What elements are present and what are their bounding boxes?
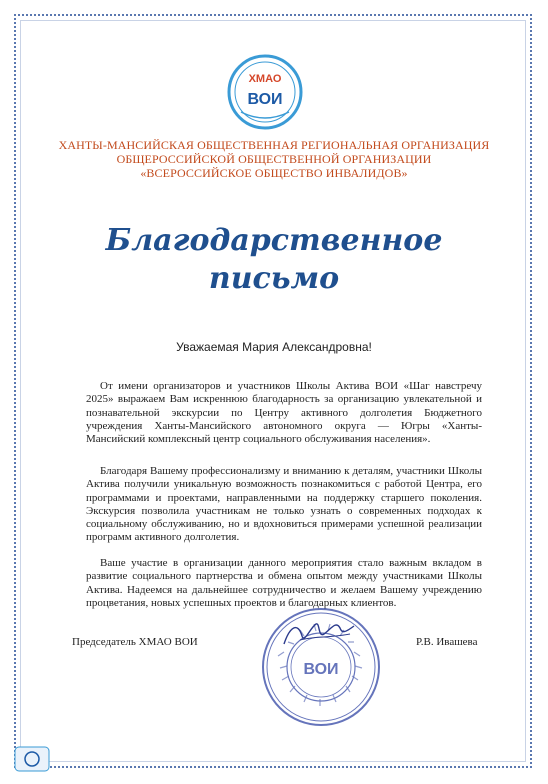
logo-abbr-text: ХМАО (248, 73, 282, 85)
title-line: Благодарственное (105, 223, 443, 258)
stamp-center-text: ВОИ (303, 661, 339, 678)
logo-mark-text: ВОИ (247, 91, 283, 108)
org-line: ХАНТЫ-МАНСИЙСКАЯ ОБЩЕСТВЕННАЯ РЕГИОНАЛЬНАЯ ОРГАНИЗАЦИЯ (58, 138, 490, 152)
greeting: Уважаемая Мария Александровна! (176, 340, 372, 354)
body-paragraph: От имени организаторов и участников Школы Актива ВОИ «Шаг навстречу 2025» выражаем Вам искреннюю благодарность за организацию увлекательной и познавательной экскурсии по Центру активного долголетия Бюджетного учреждения Ханты-Мансийского автономного округа — Югры «Ханты-Мансийский комплексный центр социального обслуживания населения». (86, 380, 482, 446)
org-line: ОБЩЕРОССИЙСКОЙ ОБЩЕСТВЕННОЙ ОРГАНИЗАЦИИ (116, 152, 432, 166)
body-paragraph: Ваше участие в организации данного мероприятия стало важным вкладом в развитие социального партнерства и обмена опытом между участниками Школы Актива. Надеемся на дальнейшее сотрудничество и желаем Вашему учреждению процветания, новых успешных проектов и благодарных клиентов. (86, 557, 482, 609)
org-line: «ВСЕРОССИЙСКОЕ ОБЩЕСТВО ИНВАЛИДОВ» (140, 166, 408, 180)
signatory-position: Председатель ХМАО ВОИ (72, 636, 198, 648)
corner-logo (14, 746, 50, 772)
title-line: письмо (208, 261, 340, 296)
organization-name (40, 138, 508, 180)
handwritten-signature (280, 614, 360, 654)
body-paragraph: Благодаря Вашему профессионализму и вниманию к деталям, участники Школы Актива получили уникальную возможность познакомиться с работой Центра, его программами и проектами, направленными на поддержку старшего поколения. Экскурсия позволила участникам не только узнать о современных подходах к социальному обслуживанию, но и вдохновиться примерами успешной реализации программ активного долголетия. (86, 465, 482, 544)
signatory-name: Р.В. Ивашева (416, 636, 478, 648)
hmao-voi-logo (227, 54, 303, 130)
letter-title (40, 222, 508, 298)
